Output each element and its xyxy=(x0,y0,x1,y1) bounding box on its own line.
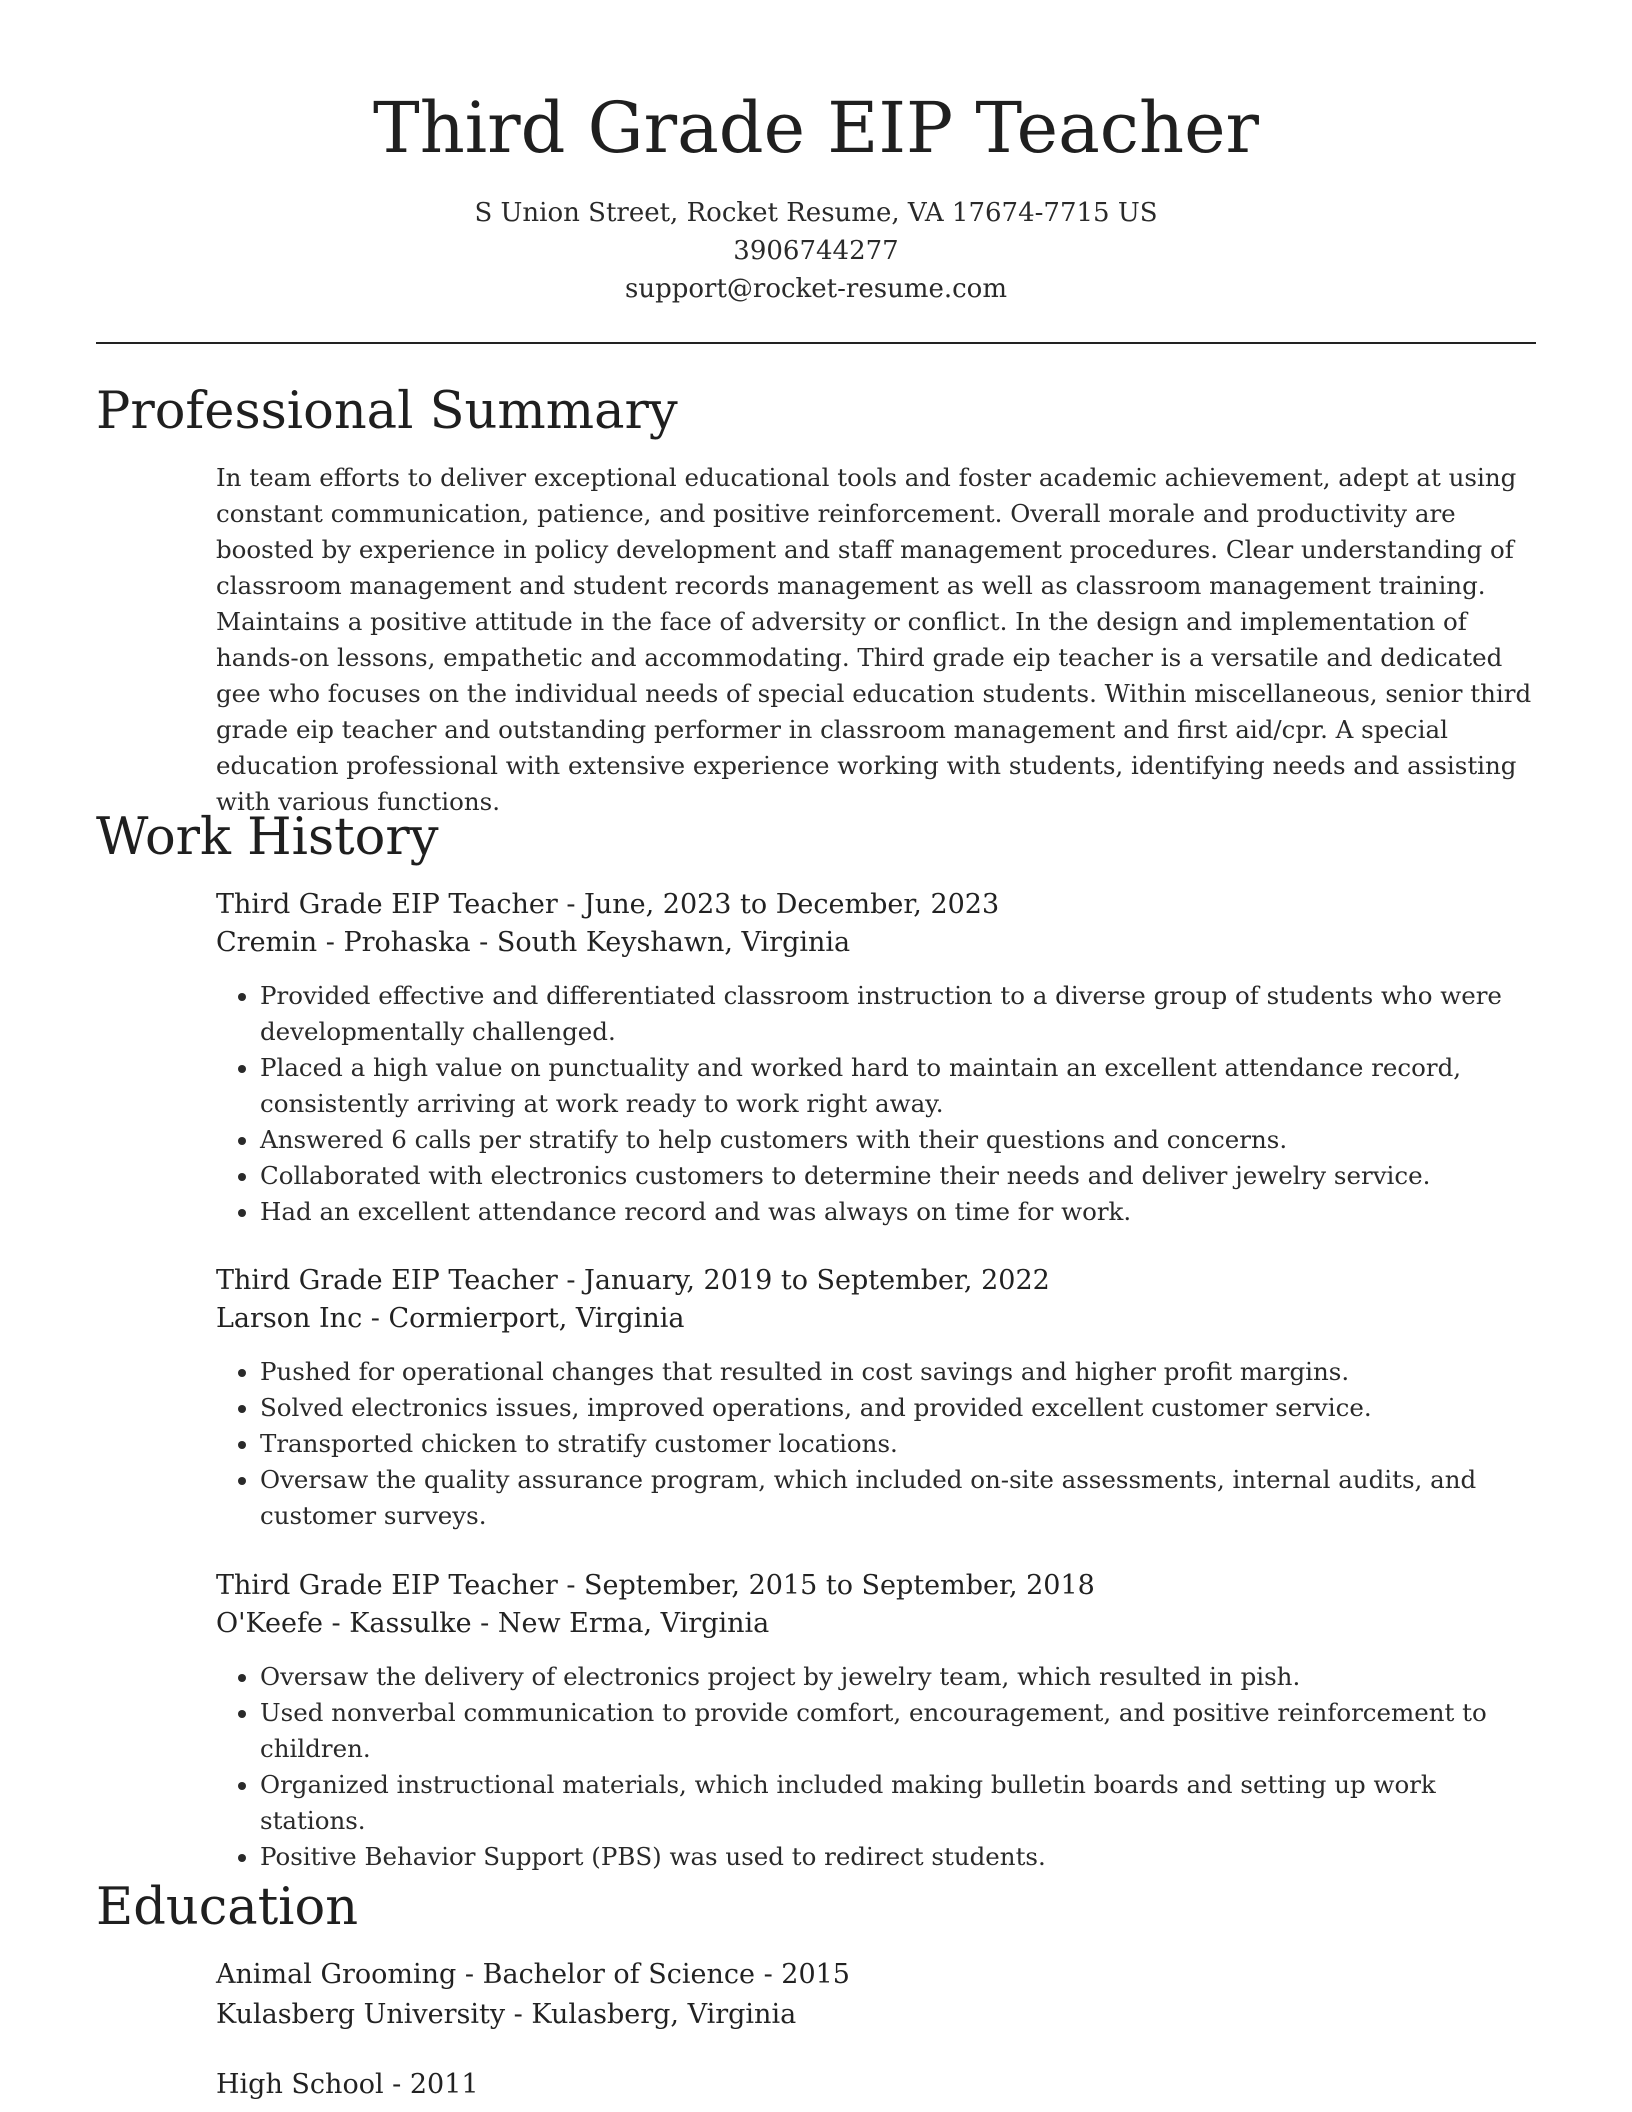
job-bullet: • Answered 6 calls per stratify to help customers with their questions and concerns. xyxy=(260,1122,1536,1158)
job-employer-location: O'Keefe - Kassulke - New Erma, Virginia xyxy=(216,1608,770,1639)
job-bullet: • Used nonverbal communication to provide comfort, encouragement, and positive reinforcement to children. xyxy=(260,1695,1536,1767)
job-bullet: • Had an excellent attendance record and was always on time for work. xyxy=(260,1194,1536,1230)
job-bullets xyxy=(216,978,1536,1230)
job-employer-location: Cremin - Prohaska - South Keyshawn, Virginia xyxy=(216,927,851,958)
job-bullets xyxy=(216,1659,1536,1875)
section-title-summary: Professional Summary xyxy=(96,382,678,441)
contact-phone: 3906744277 xyxy=(733,236,899,266)
job-bullet: • Organized instructional materials, which included making bulletin boards and setting up work stations. xyxy=(260,1767,1536,1839)
job-employer-location: Larson Inc - Cormierport, Virginia xyxy=(216,1303,685,1334)
job-title-dates: Third Grade EIP Teacher - January, 2019 to September, 2022 xyxy=(216,1265,1050,1296)
summary-text: In team efforts to deliver exceptional educational tools and foster academic achievement, adept at using constant communication, patience, and positive reinforcement. Overall morale and productivity are boosted by experience in policy development and staff management procedures. Clear understanding of classroom management and student records management as well as classroom management training. Maintains a positive attitude in the face of adversity or conflict. In the design and implementation of hands-on lessons, empathetic and accommodating. Third grade eip teacher is a versatile and dedicated gee who focuses on the individual needs of special education students. Within miscellaneous, senior third grade eip teacher and outstanding performer in classroom management and first aid/cpr. A special education professional with extensive experience working with students, identifying needs and assisting with various functions. xyxy=(216,463,1532,816)
candidate-name: Third Grade EIP Teacher xyxy=(373,87,1259,169)
education-school-line: Kulasberg University - Kulasberg, Virginia xyxy=(216,1999,797,2030)
job-bullet: • Placed a high value on punctuality and worked hard to maintain an excellent attendance record, consistently arriving at work ready to work right away. xyxy=(260,1050,1536,1122)
education-degree-line: Animal Grooming - Bachelor of Science - 2015 xyxy=(216,1959,850,1990)
job-bullet: • Transported chicken to stratify customer locations. xyxy=(260,1426,1536,1462)
job-title-dates: Third Grade EIP Teacher - September, 2015 to September, 2018 xyxy=(216,1570,1095,1601)
education-entry xyxy=(216,1955,1536,2035)
section-title-work-history: Work History xyxy=(96,808,439,867)
education-degree-line: High School - 2011 xyxy=(216,2069,479,2100)
summary-block xyxy=(216,460,1536,820)
resume-header xyxy=(0,86,1632,308)
header-divider xyxy=(96,342,1536,344)
job-entry xyxy=(216,1567,1536,1875)
job-bullet: • Oversaw the quality assurance program, which included on-site assessments, internal audits, and customer surveys. xyxy=(260,1462,1536,1534)
job-bullet: • Solved electronics issues, improved operations, and provided excellent customer service. xyxy=(260,1390,1536,1426)
job-title-dates: Third Grade EIP Teacher - June, 2023 to December, 2023 xyxy=(216,889,1000,920)
job-entry xyxy=(216,1262,1536,1534)
job-bullets xyxy=(216,1354,1536,1534)
job-entry xyxy=(216,886,1536,1230)
section-title-education: Education xyxy=(96,1878,359,1937)
education-entry xyxy=(216,2065,1536,2105)
contact-email: support@rocket-resume.com xyxy=(624,274,1007,304)
job-bullet: • Collaborated with electronics customers to determine their needs and deliver jewelry service. xyxy=(260,1158,1536,1194)
job-bullet: • Oversaw the delivery of electronics project by jewelry team, which resulted in pish. xyxy=(260,1659,1536,1695)
job-bullet: • Pushed for operational changes that resulted in cost savings and higher profit margins. xyxy=(260,1354,1536,1390)
contact-address: S Union Street, Rocket Resume, VA 17674-7715 US xyxy=(474,198,1158,228)
job-bullet: • Positive Behavior Support (PBS) was used to redirect students. xyxy=(260,1839,1536,1875)
job-bullet: • Provided effective and differentiated classroom instruction to a diverse group of students who were developmentally challenged. xyxy=(260,978,1536,1050)
contact-info xyxy=(0,194,1632,308)
